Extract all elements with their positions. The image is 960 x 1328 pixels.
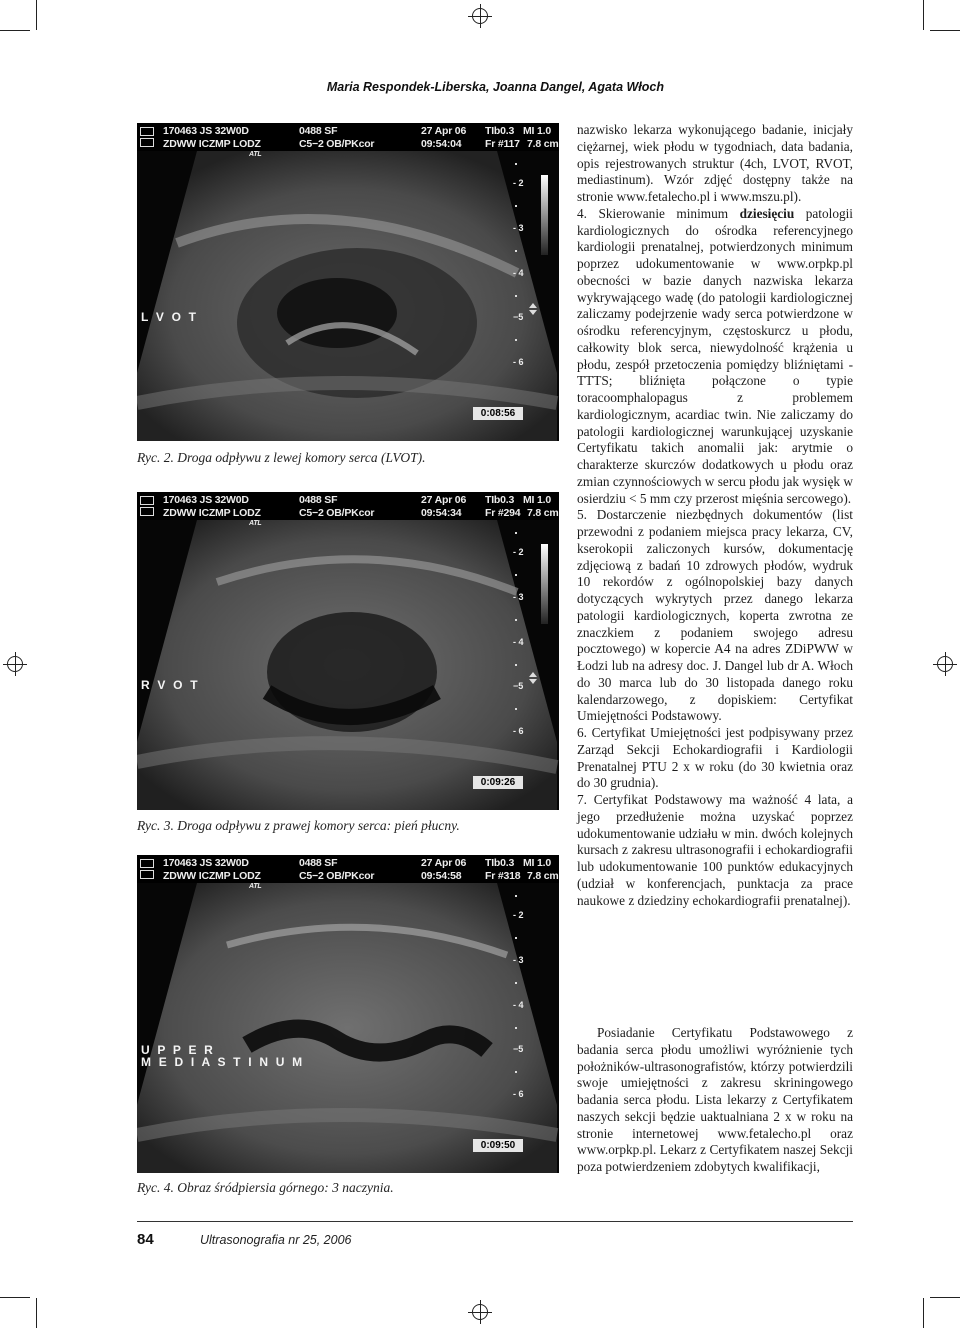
caption-prefix: Ryc. 3. [137,818,174,833]
depth-dot [515,574,517,576]
scan-depth: 7.8 cm [527,138,559,150]
depth-dot [515,1071,517,1073]
thermal-index: TIb0.3 [485,857,515,869]
view-label: U P P E R [141,1043,216,1057]
ultrasound-scan-field [137,123,559,441]
crop-mark [36,1298,37,1328]
view-label: L V O T [141,310,199,324]
paragraph-criterion-5: 5. Dostarczenie niezbędnych dokumentów (list przewodni z podaniem miejsca pracy lekarza, CV, kserokopii zaliczonych kursów, dokumentację zdjęciową z badań 10 zdrowych płodów, wydruk 10 rekordów z ogólnopolskiej bazy danych dotyczących wykrytych przez danego lekarza patologii kardiologicznych, koperta zwrotna ze znaczkiem z podaniem swojego adresu pocztowego) w kopercie A4 na adres ZDiPWW w Łodzi lub na adresy doc. J. Dangel lub dr A. Włoch do 30 marca lub do 30 listopada danego roku kalendarzowego, z dopiskiem: Certyfikat Umiejętności Podstawowy. [577,507,853,724]
grayscale-bar [541,175,548,255]
cine-timer: 0:08:56 [473,407,523,420]
scan-time: 09:54:34 [421,507,462,519]
depth-dot [515,250,517,252]
crop-mark [0,1297,30,1298]
probe-status-icon [140,507,154,516]
text-run: 4. Skierowanie minimum [577,205,740,221]
caption-prefix: Ryc. 4. [137,1180,174,1195]
probe-preset: C5−2 OB/PKcor [299,507,375,519]
view-label-line2: M E D I A S T I N U M [141,1055,305,1069]
depth-tick: −5 [513,312,524,322]
depth-dot [515,937,517,939]
focus-marker-up-icon [529,303,537,308]
depth-tick: - 4 [513,1000,524,1010]
paragraph-criterion-7: 7. Certyfikat Podstawowy ma ważność 4 lata, a jego przedłużenie można uzyskać poprzez udokumentowanie udziału w min. dwóch kolejnych kursach z zakresu ultrasonografii i echokardiografii lub udokumentowanie 100 punktów edukacyjnych (udział w konferencjach, punktacja za prace naukowe z dziedziny echokardiografii prenatalnej). [577,792,853,908]
ultrasound-scan-field [137,492,559,810]
figure-caption [137,818,460,834]
depth-dot [515,295,517,297]
cine-timer: 0:09:26 [473,776,523,789]
probe-status-icon [140,870,154,879]
caption-text: Obraz śródpiersia górnego: 3 naczynia. [177,1180,394,1195]
registration-mark-icon [472,1304,488,1320]
body-text-column [577,122,853,909]
crop-mark [930,1297,960,1298]
caption-text: Droga odpływu z prawej komory serca: pień płucny. [177,818,460,833]
crop-mark [923,0,924,30]
probe-status-icon [140,138,154,147]
depth-dot [515,163,517,165]
depth-dot [515,708,517,710]
depth-dot [515,1027,517,1029]
depth-tick: −5 [513,1044,524,1054]
depth-tick: - 2 [513,910,524,920]
scan-depth: 7.8 cm [527,870,559,882]
view-label: R V O T [141,678,200,692]
probe-preset: C5−2 OB/PKcor [299,138,375,150]
ultrasound-scan-field [137,855,559,1173]
text-run: patologii kardiologicznych do ośrodka referencyjnego kardiologii prenatalnej, potwierdzonych minimum poprzez udokumentowanie w www.orpkp.pl obecności w bazie danych nazwiska lekarza wykrywającego wadę (do patologii kardiologicznej zaliczamy podejrzenie wady serca potwierdzone w ośrodku referencyjnym, częstoskurcz u płodu, całkowity blok serca, niewydolność krążenia u płodu, zespół przetoczenia pomiędzy bliźniętami - TTTS; bliźnięta połączone o typie toracoomphalopagus z problemem kardiologicznym, acardiac twin. Nie zaliczamy do patologii kardiologicznej warunkującej uzyskanie Certyfikatu takich anomalii jak: arytmie o charakterze skurczów dodatkowych u płodu oraz zmian czynnościowych w sercu płodu jak wysięk w osierdziu < 5 mm czy przerost mięśnia sercowego). [577,205,853,506]
depth-tick: −5 [513,681,524,691]
depth-tick: - 6 [513,357,524,367]
depth-dot [515,205,517,207]
institution: ZDWW ICZMP LODZ [163,870,261,882]
mechanical-index: MI 1.0 [523,125,551,137]
manufacturer-logo: ATL [249,520,262,527]
depth-dot [515,664,517,666]
depth-dot [515,982,517,984]
focus-marker-down-icon [529,679,537,684]
scan-time: 09:54:04 [421,138,462,150]
setting-sf: 0488 SF [299,494,338,506]
emphasis: dziesięciu [739,205,795,221]
paragraph-criterion-6: 6. Certyfikat Umiejętności jest podpisywany przez Zarząd Sekcji Echokardiografii i Kardiologii Prenatalnej PTU 2 x w roku (do 30 kwietnia oraz do 30 grudnia). [577,725,853,791]
mechanical-index: MI 1.0 [523,494,551,506]
page-number: 84 [137,1231,154,1248]
setting-sf: 0488 SF [299,857,338,869]
registration-mark-icon [937,656,953,672]
patient-id: 170463 JS 32W0D [163,125,249,137]
caption-prefix: Ryc. 2. [137,450,174,465]
crop-mark [36,0,37,30]
body-text-column-lower [577,1025,853,1176]
setting-sf: 0488 SF [299,125,338,137]
journal-name: Ultrasonografia nr 25, 2006 [200,1233,352,1247]
depth-tick: - 3 [513,223,524,233]
depth-dot [515,532,517,534]
frame-number: Fr #117 [485,138,520,150]
mechanical-index: MI 1.0 [523,857,551,869]
registration-mark-icon [472,8,488,24]
thermal-index: TIb0.3 [485,494,515,506]
ultrasound-image-upper-mediastinum [137,855,559,1173]
scan-date: 27 Apr 06 [421,857,467,869]
depth-tick: - 3 [513,592,524,602]
scan-date: 27 Apr 06 [421,494,467,506]
patient-id: 170463 JS 32W0D [163,857,249,869]
depth-tick: - 6 [513,726,524,736]
focus-marker-up-icon [529,672,537,677]
depth-tick: - 4 [513,637,524,647]
scan-date: 27 Apr 06 [421,125,467,137]
manufacturer-logo: ATL [249,883,262,890]
depth-dot [515,339,517,341]
depth-tick: - 3 [513,955,524,965]
manufacturer-logo: ATL [249,151,262,158]
thermal-index: TIb0.3 [485,125,515,137]
focus-marker-down-icon [529,310,537,315]
registration-mark-icon [7,656,23,672]
grayscale-bar [541,544,548,624]
crop-mark [0,30,30,31]
scan-depth: 7.8 cm [527,507,559,519]
crop-mark [923,1298,924,1328]
ultrasound-image-lvot [137,123,559,441]
probe-status-icon [140,127,154,136]
frame-number: Fr #294 [485,507,521,519]
scan-time: 09:54:58 [421,870,462,882]
depth-dot [515,895,517,897]
paragraph-criterion-4 [577,206,853,508]
probe-preset: C5−2 OB/PKcor [299,870,375,882]
patient-id: 170463 JS 32W0D [163,494,249,506]
institution: ZDWW ICZMP LODZ [163,507,261,519]
figure-caption [137,1180,394,1196]
institution: ZDWW ICZMP LODZ [163,138,261,150]
footer-rule [137,1221,853,1222]
paragraph: nazwisko lekarza wykonującego badanie, inicjały ciężarnej, wiek płodu w tygodniach, data badania, opis rejestrowanych struktur (4ch, LVOT, RVOT, mediastinum). Wzór zdjęć dostępny także na stronie www.fetalecho.pl i www.mszu.pl). [577,122,853,204]
probe-status-icon [140,496,154,505]
depth-tick: - 4 [513,268,524,278]
figure-caption [137,450,425,466]
caption-text: Droga odpływu z lewej komory serca (LVOT). [177,450,426,465]
depth-tick: - 6 [513,1089,524,1099]
ultrasound-image-rvot [137,492,559,810]
depth-tick: - 2 [513,547,524,557]
running-head: Maria Respondek-Liberska, Joanna Dangel, Agata Włoch [326,80,664,94]
frame-number: Fr #318 [485,870,521,882]
paragraph: Posiadanie Certyfikatu Podstawowego z badania serca płodu umożliwi wyróżnienie tych położników-ultrasonografistów, którzy potwierdzili swoje umiejętności z zakresu skriningowego badania serca płodu. Lista lekarzy z Certyfikatem naszych sekcji będzie uaktualniana 2 x w roku na stronie internetowej www.fetalecho.pl oraz www.orpkp.pl. Lekarz z Certyfikatem naszej Sekcji poza potwierdzeniem zdobytych kwalifikacji, [577,1025,853,1174]
probe-status-icon [140,859,154,868]
cine-timer: 0:09:50 [473,1139,523,1152]
depth-dot [515,619,517,621]
crop-mark [930,30,960,31]
depth-tick: - 2 [513,178,524,188]
